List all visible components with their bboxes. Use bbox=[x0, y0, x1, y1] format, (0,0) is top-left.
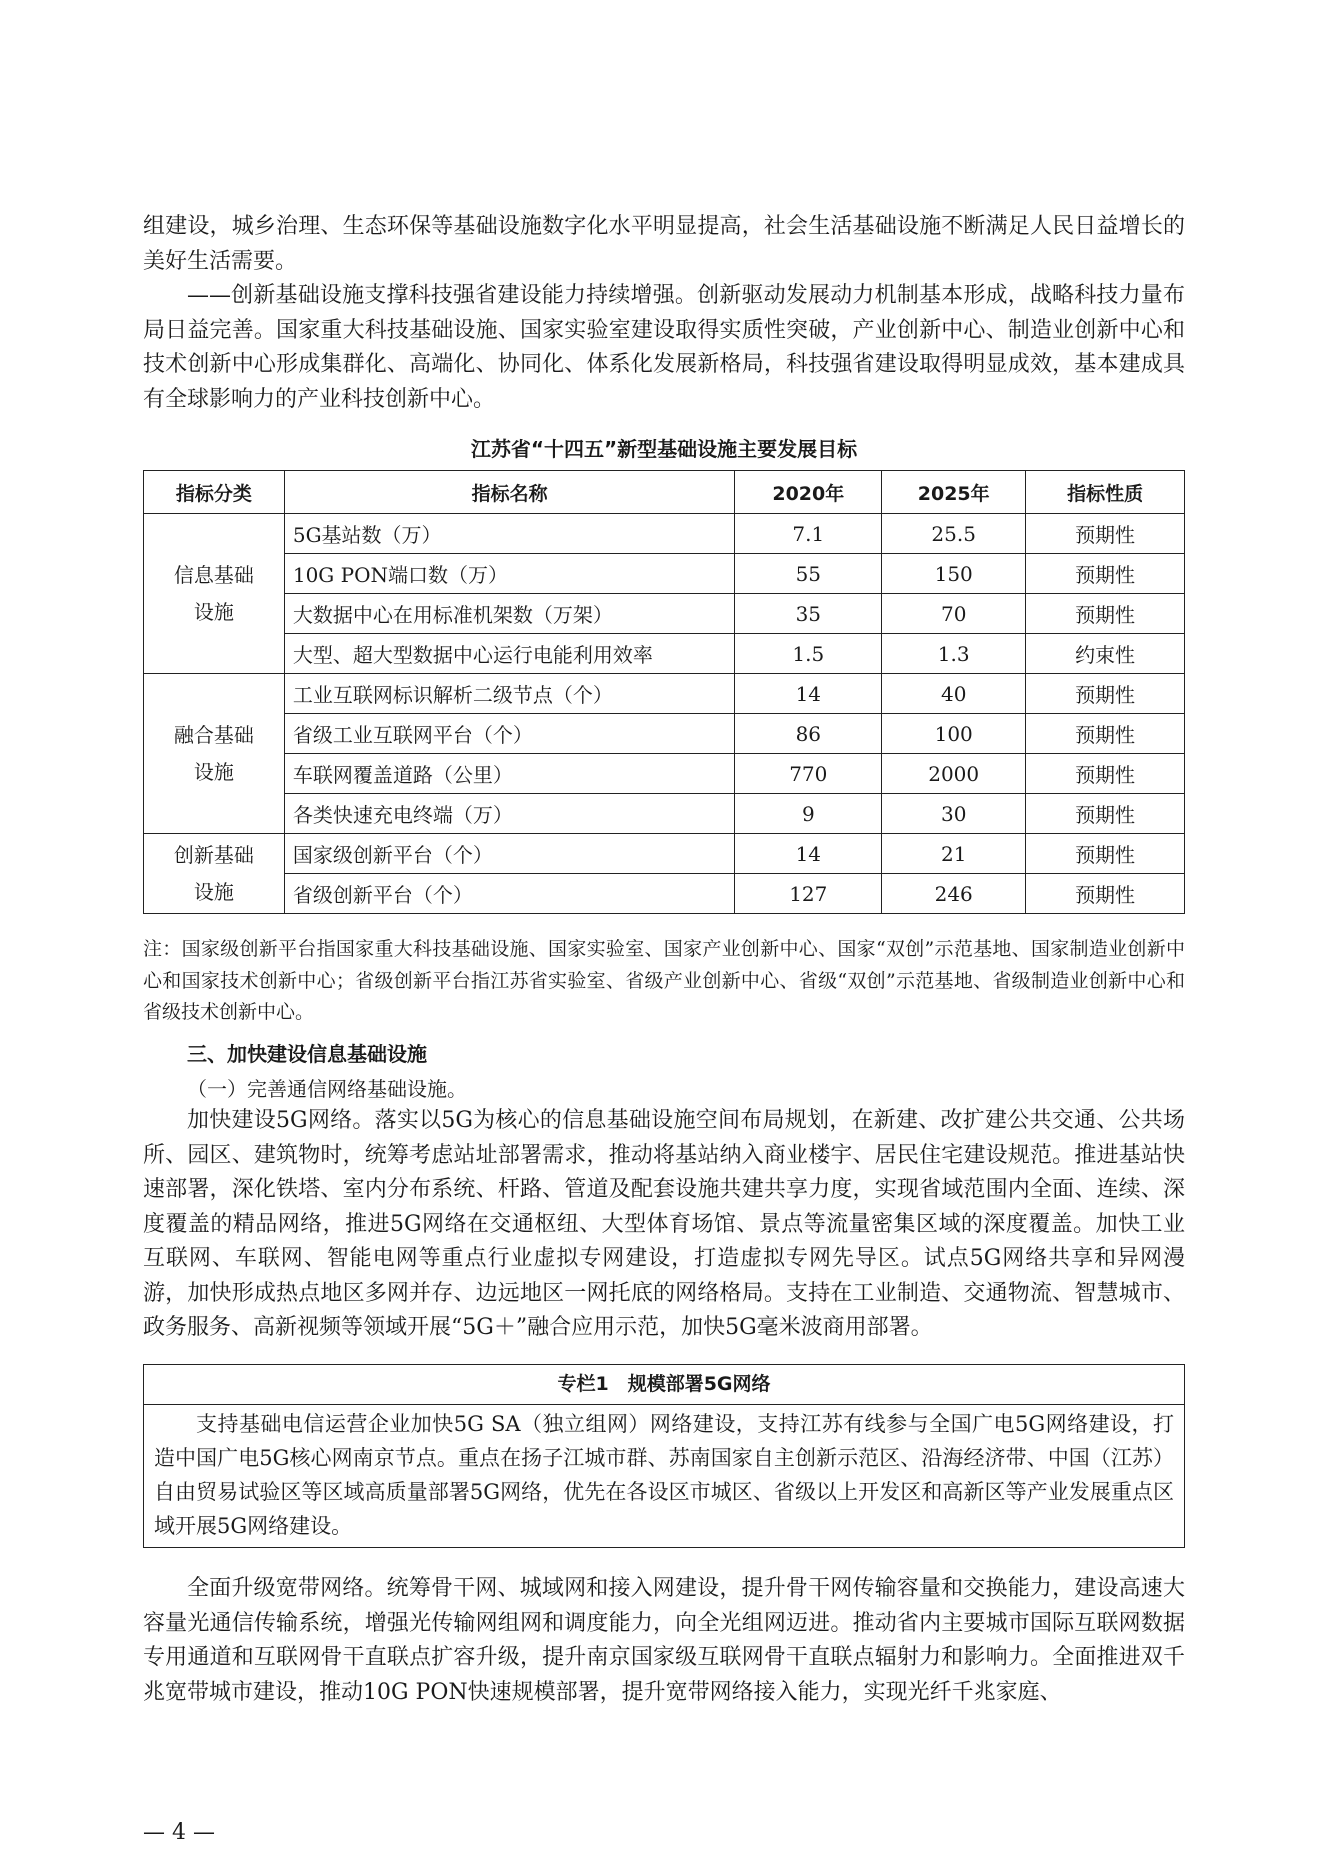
category-label-line2: 设施 bbox=[193, 599, 234, 624]
table-row bbox=[144, 834, 1185, 874]
header-nature: 指标性质 bbox=[1026, 471, 1185, 514]
subsection-heading: （一）完善通信网络基础设施。 bbox=[187, 1077, 467, 1101]
value-2025: 25.5 bbox=[882, 514, 1026, 554]
value-2025: 70 bbox=[882, 594, 1026, 634]
indicator-name: 各类快速充电终端（万） bbox=[284, 794, 735, 834]
table-row bbox=[144, 874, 1185, 914]
category-label-line1: 融合基础 bbox=[173, 722, 254, 747]
table-header-row bbox=[144, 471, 1185, 514]
value-2025: 21 bbox=[882, 834, 1026, 874]
intro-section bbox=[143, 210, 1185, 417]
indicator-name: 工业互联网标识解析二级节点（个） bbox=[284, 674, 735, 714]
indicator-nature: 约束性 bbox=[1026, 634, 1185, 674]
indicator-name: 大型、超大型数据中心运行电能利用效率 bbox=[284, 634, 735, 674]
value-2020: 86 bbox=[735, 714, 882, 754]
header-indicator-name: 指标名称 bbox=[284, 471, 735, 514]
indicator-name: 大数据中心在用标准机架数（万架） bbox=[284, 594, 735, 634]
column-box-title: 专栏1 规模部署5G网络 bbox=[144, 1365, 1184, 1405]
value-2020: 35 bbox=[735, 594, 882, 634]
category-label-line1: 信息基础 bbox=[173, 562, 254, 587]
table-row bbox=[144, 554, 1185, 594]
indicator-nature: 预期性 bbox=[1026, 594, 1185, 634]
value-2025: 150 bbox=[882, 554, 1026, 594]
column-box bbox=[143, 1364, 1185, 1548]
intro-paragraph-2: ——创新基础设施支撑科技强省建设能力持续增强。创新驱动发展动力机制基本形成，战略科技力量布局日益完善。国家重大科技基础设施、国家实验室建设取得实质性突破，产业创新中心、制造业创新中心和技术创新中心形成集群化、高端化、协同化、体系化发展新格局，科技强省建设取得明显成效，基本建成具有全球影响力的产业科技创新中心。 bbox=[143, 283, 1185, 412]
value-2025: 100 bbox=[882, 714, 1026, 754]
value-2025: 30 bbox=[882, 794, 1026, 834]
category-cell bbox=[144, 834, 285, 914]
indicator-name: 车联网覆盖道路（公里） bbox=[284, 754, 735, 794]
value-2025: 246 bbox=[882, 874, 1026, 914]
value-2020: 9 bbox=[735, 794, 882, 834]
indicator-name: 10G PON端口数（万） bbox=[284, 554, 735, 594]
table-row bbox=[144, 754, 1185, 794]
table-row bbox=[144, 514, 1185, 554]
intro-paragraph-1: 组建设，城乡治理、生态环保等基础设施数字化水平明显提高，社会生活基础设施不断满足人民日益增长的美好生活需要。 bbox=[143, 214, 1185, 274]
indicator-nature: 预期性 bbox=[1026, 834, 1185, 874]
value-2025: 2000 bbox=[882, 754, 1026, 794]
paragraph-broadband: 全面升级宽带网络。统筹骨干网、城域网和接入网建设，提升骨干网传输容量和交换能力，建设高速大容量光通信传输系统，增强光传输网组网和调度能力，向全光组网迈进。推动省内主要城市国际互联网数据专用通道和互联网骨干直联点扩容升级，提升南京国家级互联网骨干直联点辐射力和影响力。全面推进双千兆宽带城市建设，推动10G PON快速规模部署，提升宽带网络接入能力，实现光纤千兆家庭、 bbox=[143, 1576, 1185, 1705]
table-row bbox=[144, 634, 1185, 674]
section-heading: 三、加快建设信息基础设施 bbox=[187, 1042, 427, 1066]
table-row bbox=[144, 594, 1185, 634]
section-body bbox=[143, 1104, 1185, 1346]
value-2020: 127 bbox=[735, 874, 882, 914]
category-cell bbox=[144, 514, 285, 674]
column-box-text: 支持基础电信运营企业加快5G SA（独立组网）网络建设，支持江苏有线参与全国广电5G网络建设，打造中国广电5G核心网南京节点。重点在扬子江城市群、苏南国家自主创新示范区、沿海经济带、中国（江苏）自由贸易试验区等区域高质量部署5G网络，优先在各设区市城区、省级以上开发区和高新区等产业发展重点区域开展5G网络建设。 bbox=[154, 1412, 1174, 1538]
category-label-line1: 创新基础 bbox=[173, 842, 254, 867]
category-cell bbox=[144, 674, 285, 834]
indicator-nature: 预期性 bbox=[1026, 794, 1185, 834]
indicator-nature: 预期性 bbox=[1026, 554, 1185, 594]
value-2020: 14 bbox=[735, 834, 882, 874]
category-label-line2: 设施 bbox=[193, 759, 234, 784]
value-2020: 770 bbox=[735, 754, 882, 794]
header-category: 指标分类 bbox=[144, 471, 285, 514]
table-title: 江苏省“十四五”新型基础设施主要发展目标 bbox=[470, 437, 858, 461]
value-2025: 1.3 bbox=[882, 634, 1026, 674]
indicator-nature: 预期性 bbox=[1026, 754, 1185, 794]
indicator-name: 省级创新平台（个） bbox=[284, 874, 735, 914]
targets-table bbox=[143, 470, 1185, 914]
category-label-line2: 设施 bbox=[193, 879, 234, 904]
indicator-nature: 预期性 bbox=[1026, 714, 1185, 754]
table-note: 注：国家级创新平台指国家重大科技基础设施、国家实验室、国家产业创新中心、国家“双创”示范基地、国家制造业创新中心和国家技术创新中心；省级创新平台指江苏省实验室、省级产业创新中心、省级“双创”示范基地、省级制造业创新中心和省级技术创新中心。 bbox=[143, 938, 1185, 1023]
indicator-name: 5G基站数（万） bbox=[284, 514, 735, 554]
table-row bbox=[144, 714, 1185, 754]
indicator-nature: 预期性 bbox=[1026, 874, 1185, 914]
indicator-name: 国家级创新平台（个） bbox=[284, 834, 735, 874]
header-2025: 2025年 bbox=[882, 471, 1026, 514]
indicator-name: 省级工业互联网平台（个） bbox=[284, 714, 735, 754]
value-2025: 40 bbox=[882, 674, 1026, 714]
table-row bbox=[144, 794, 1185, 834]
value-2020: 14 bbox=[735, 674, 882, 714]
value-2020: 55 bbox=[735, 554, 882, 594]
header-2020: 2020年 bbox=[735, 471, 882, 514]
table-row bbox=[144, 674, 1185, 714]
column-box-body bbox=[144, 1405, 1184, 1547]
page-number: — 4 — bbox=[143, 1820, 215, 1845]
indicator-nature: 预期性 bbox=[1026, 674, 1185, 714]
section-body-continued bbox=[143, 1572, 1185, 1710]
indicator-nature: 预期性 bbox=[1026, 514, 1185, 554]
value-2020: 7.1 bbox=[735, 514, 882, 554]
paragraph-5g-network: 加快建设5G网络。落实以5G为核心的信息基础设施空间布局规划，在新建、改扩建公共交通、公共场所、园区、建筑物时，统筹考虑站址部署需求，推动将基站纳入商业楼宇、居民住宅建设规范。推进基站快速部署，深化铁塔、室内分布系统、杆路、管道及配套设施共建共享力度，实现省域范围内全面、连续、深度覆盖的精品网络，推进5G网络在交通枢纽、大型体育场馆、景点等流量密集区域的深度覆盖。加快工业互联网、车联网、智能电网等重点行业虚拟专网建设，打造虚拟专网先导区。试点5G网络共享和异网漫游，加快形成热点地区多网并存、边远地区一网托底的网络格局。支持在工业制造、交通物流、智慧城市、政务服务、高新视频等领域开展“5G＋”融合应用示范，加快5G毫米波商用部署。 bbox=[143, 1108, 1185, 1340]
value-2020: 1.5 bbox=[735, 634, 882, 674]
